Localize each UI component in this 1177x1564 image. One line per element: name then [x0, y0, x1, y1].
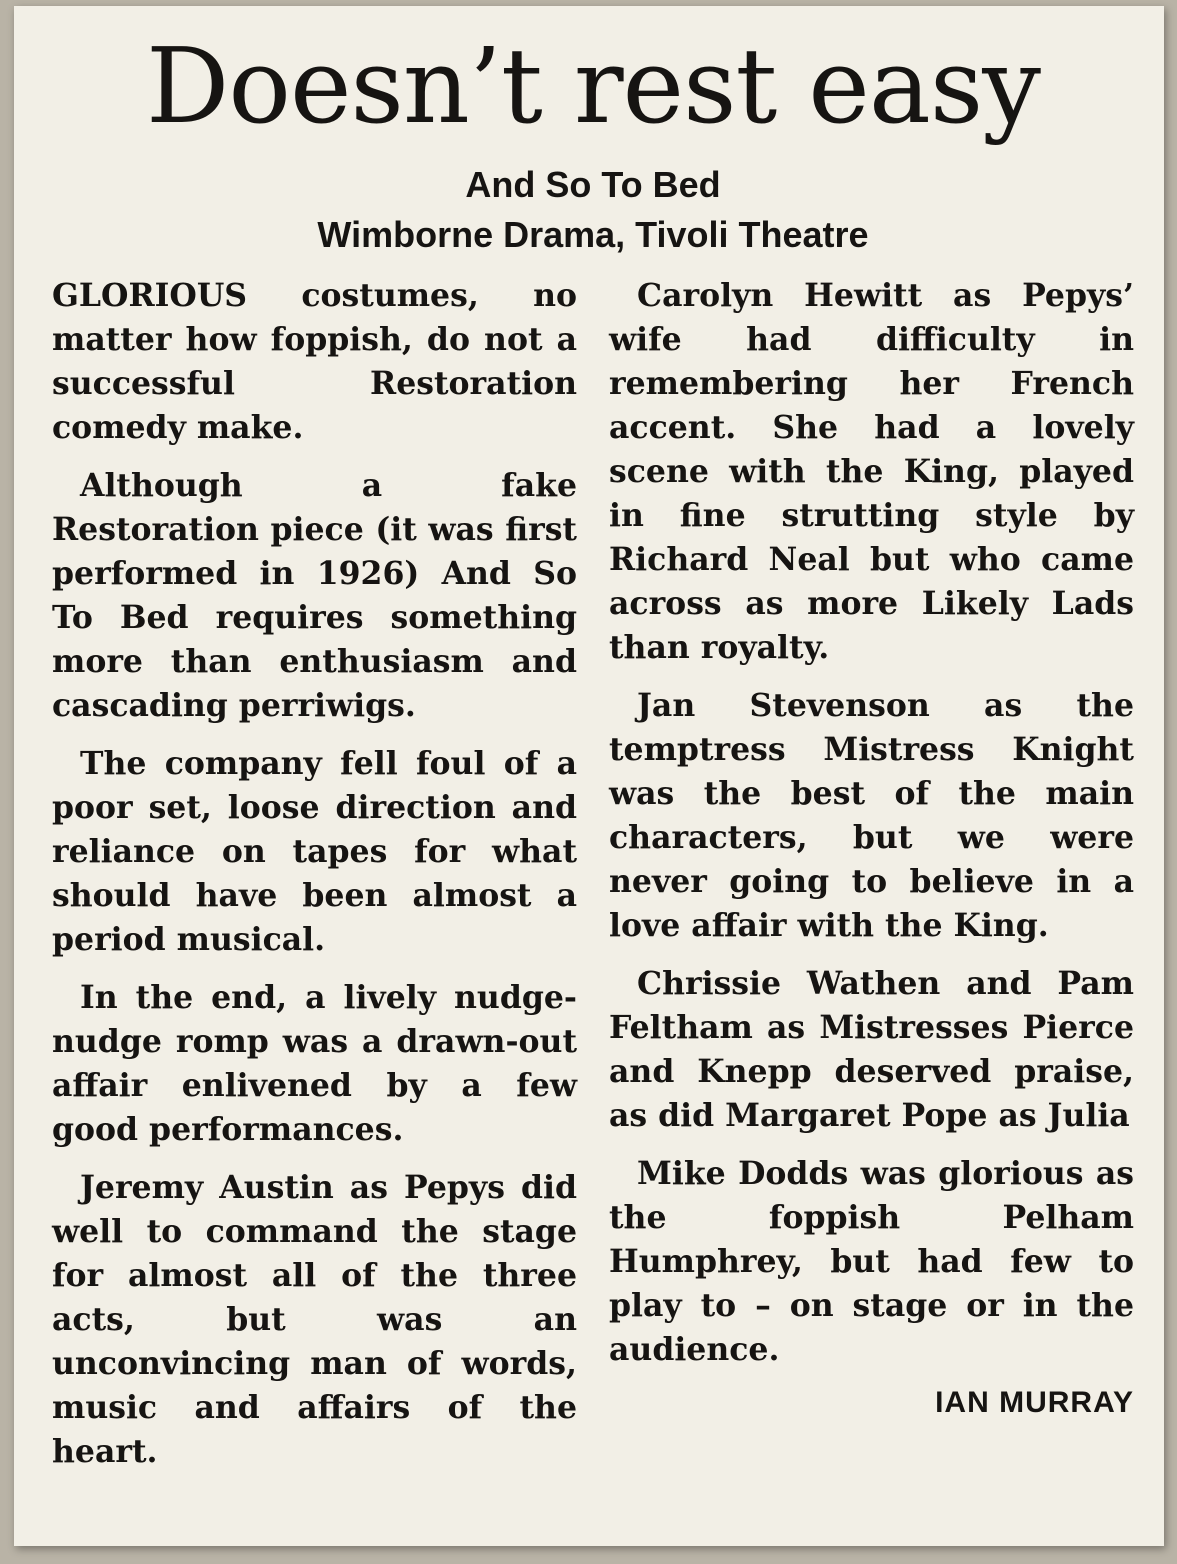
paragraph: Mike Dodds was glorious as the foppish Pelham Humphrey, but had few to play to – on stage or in the audience. [609, 1155, 1134, 1368]
paragraph: The company fell foul of a poor set, loose direction and reliance on tapes for what should have been almost a period musical. [52, 745, 577, 958]
byline: IAN MURRAY [935, 1386, 1134, 1419]
newspaper-clipping [14, 6, 1164, 1546]
show-title: And So To Bed [465, 164, 721, 205]
left-column [52, 274, 577, 1488]
paragraph: Jeremy Austin as Pepys did well to command the stage for almost all of the three acts, but was an unconvincing man of words, music and affairs of the heart. [52, 1169, 577, 1470]
article-body [52, 274, 1134, 1488]
paragraph: In the end, a lively nudge-nudge romp was a drawn-out affair enlivened by a few good performances. [52, 979, 577, 1148]
paragraph: Although a fake Restoration piece (it was first performed in 1926) And So To Bed requires something more than enthusiasm and cascading perriwigs. [52, 467, 577, 724]
right-column [609, 274, 1134, 1488]
paragraph: Chrissie Wathen and Pam Feltham as Mistresses Pierce and Knepp deserved praise, as did Margaret Pope as Julia [609, 965, 1134, 1134]
headline: Doesn’t rest easy [146, 25, 1040, 147]
venue: Wimborne Drama, Tivoli Theatre [317, 214, 869, 255]
paragraph: Jan Stevenson as the temptress Mistress Knight was the best of the main characters, but we were never going to believe in a love affair with the King. [609, 687, 1134, 944]
paragraph: GLORIOUS costumes, no matter how foppish, do not a successful Restoration comedy make. [52, 277, 577, 446]
paragraph: Carolyn Hewitt as Pepys’ wife had difficulty in remembering her French accent. She had a lovely scene with the King, played in fine strutting style by Richard Neal but who came across as more Likely Lads than royalty. [609, 277, 1134, 666]
